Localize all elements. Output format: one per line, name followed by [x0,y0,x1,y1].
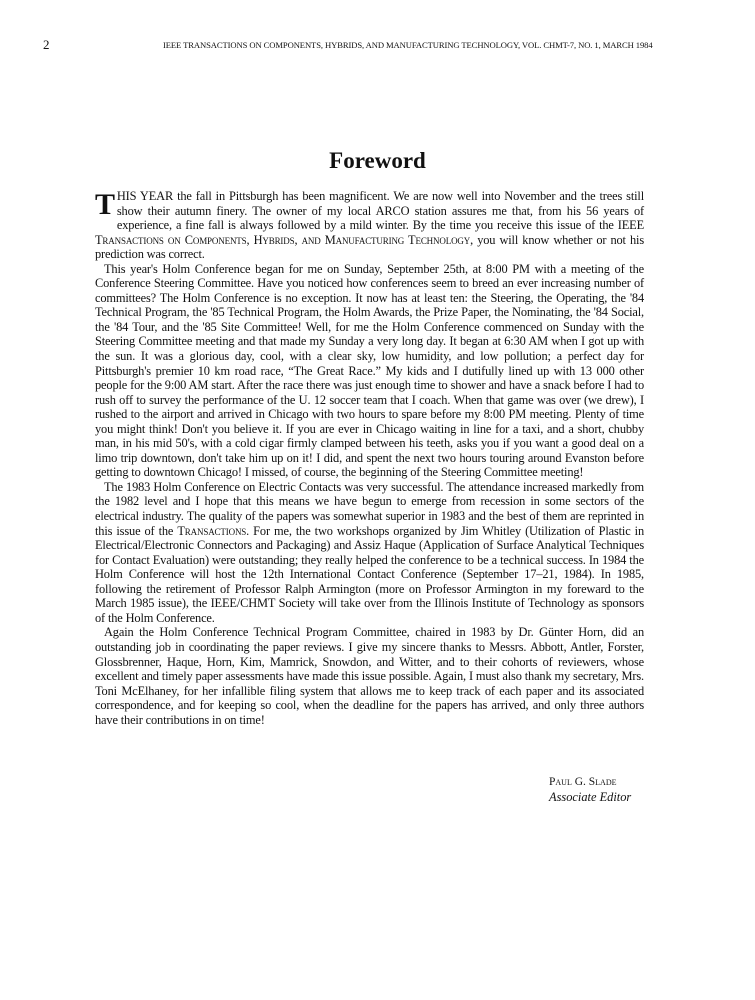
paragraph-3 [95,480,644,625]
paragraph-1-tail: , you will know whether or not his prediction was correct. [95,232,644,262]
paragraph-3-tail: . For me, the two workshops organized by Jim Whitley (Utilization of Plastic in Electrical/Electronic Connectors and Packaging) and Assiz Haque (Application of Surface Analytical Techniques for Contact Evaluation) were outstanding; they really helped the conference to be a technical success. In 1984 the Holm Conference will host the 12th International Contact Conference (September 17–21, 1984). In 1985, following the retirement of Professor Ralph Armington (more on Professor Armington in my foreward to the March 1985 issue), the IEEE/CHMT Society will take over from the Illinois Institute of Technology as sponsors of the Holm Conference. [95,523,644,625]
author-name: Paul G. Slade [549,776,617,788]
signature-block [549,775,631,805]
paragraph-1 [95,189,644,262]
paragraph-4: Again the Holm Conference Technical Program Committee, chaired in 1983 by Dr. Günter Horn, did an outstanding job in coordinating the paper reviews. I give my sincere thanks to Messrs. Abbott, Antler, Forster, Glossbrenner, Haque, Horn, Kim, Mamrick, Snowdon, and Witter, and to their cohorts of reviewers, whose excellent and timely paper assessments have made this issue possible. Again, I must also thank my secretary, Mrs. Toni McElhaney, for her infallible filing system that allows me to keep track of each paper and its associated correspondence, and for keeping so cool, when the deadline for the papers has arrived, and only three authors have their contributions in on time! [95,625,644,727]
page-number: 2 [43,37,50,52]
running-header: IEEE TRANSACTIONS ON COMPONENTS, HYBRIDS, AND MANUFACTURING TECHNOLOGY, VOL. CHMT-7, NO. 1, MARCH 1984 [163,40,653,50]
paragraph-3-lead: The 1983 Holm Conference on Electric Contacts was very successful. The attendance increased markedly from the 1982 level and I hope that this means we have begun to emerge from recession in some sectors of the electrical industry. The quality of the papers was somewhat superior in 1983 and the best of them are reprinted in this issue of the [95,479,644,538]
paragraph-2: This year's Holm Conference began for me on Sunday, September 25th, at 8:00 PM with a meeting of the Conference Steering Committee. Have you noticed how conferences seem to breed an ever increasing number of committees? The Holm Conference is no exception. It now has at least ten: the Steering, the Operating, the '84 Technical Program, the '85 Technical Program, the Holm Awards, the Prize Paper, the Nominating, the '84 Social, the '84 Tour, and the '85 Site Committee! Well, for me the Holm Conference commenced on Sunday with the Steering Committee meeting and that made my Sunday a very long day. It began at 6:30 AM when I got up with the sun. It was a glorious day, cool, with a clear sky, low humidity, and low pollution; a perfect day for Pittsburgh's premier 10 km road race, “The Great Race.” My kids and I dutifully lined up with 13 000 other people for the 9:00 AM start. After the race there was just enough time to shower and have a snack before I had to rush off to survey the performance of the U. 12 soccer team that I coach. When that game was over (we drew), I rushed to the airport and arrived in Chicago with two hours to spare before my 8:00 PM meeting. Plenty of time you might think! Don't you believe it. If you are ever in Chicago waiting in line for a taxi, and a short, chubby man, in his mid 50's, with a cold cigar firmly clamped between his teeth, asks you if you want a good deal on a limo trip downtown, don't take him up on it! I did, and spent the next two hours touring around Evanston before getting to downtown Chicago! I missed, of course, the beginning of the Steering Committee meeting! [95,261,644,480]
paragraph-1-lead: HIS YEAR the fall in Pittsburgh has been magnificent. We are now well into November and the trees still show their autumn finery. The owner of my local ARCO station assures me that, from his 56 years of experience, a fine fall is always followed by a mild winter. By the time you receive this issue of the IEEE [116,189,644,233]
drop-cap: T [95,188,115,221]
article-body [95,189,644,727]
journal-name: Transactions on Components, Hybrids, and Manufacturing Technology [95,232,471,247]
article-title: Foreword [329,148,426,173]
author-role: Associate Editor [549,790,632,804]
journal-short-name: Transactions [177,523,247,538]
